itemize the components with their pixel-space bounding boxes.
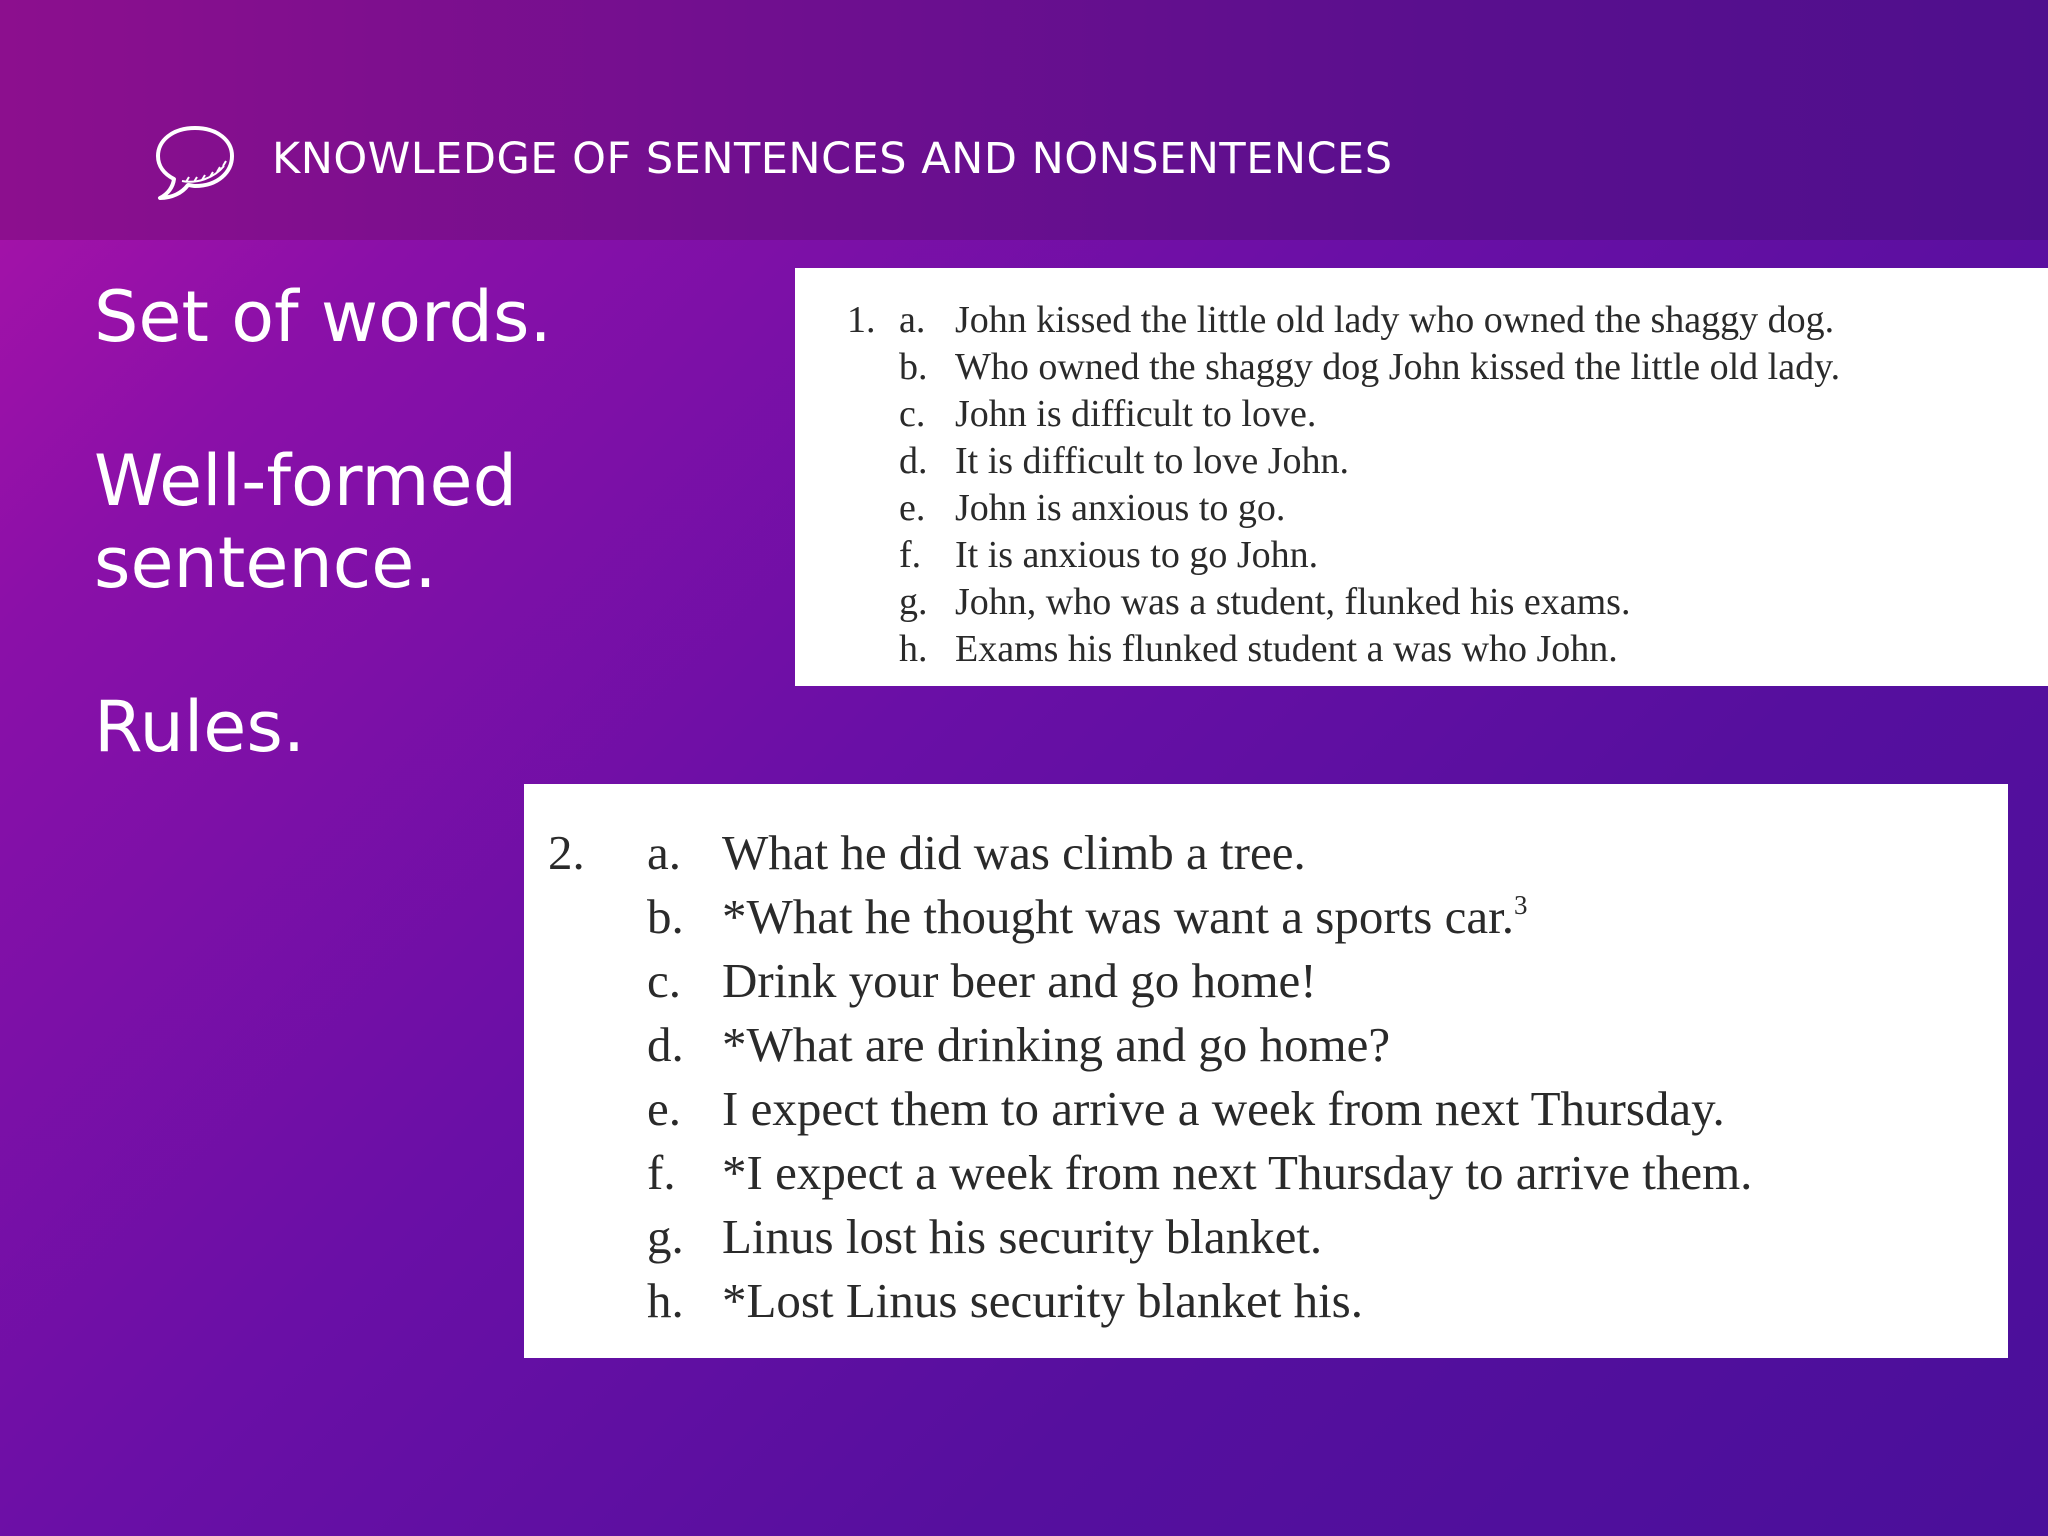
example-1-image [795,268,2048,686]
item-letter: b. [647,889,684,944]
item-text: John is anxious to go. [955,487,1286,529]
footnote-marker: 3 [1513,890,1528,921]
item-text: I expect them to arrive a week from next Thursday. [722,1081,1725,1136]
example-2-number: 2. [548,825,585,880]
slide-header [0,0,2048,240]
item-letter: d. [647,1017,684,1072]
item-text: *I expect a week from next Thursday to arrive them. [722,1145,1753,1200]
item-text-main: *What he thought was want a sports car. [722,889,1514,944]
example-1-number: 1. [847,299,876,341]
item-letter: g. [647,1209,684,1264]
item-letter: h. [647,1273,684,1328]
example-2-image [524,784,2008,1358]
item-text: It is difficult to love John. [955,440,1350,482]
item-letter: f. [647,1145,676,1200]
item-letter: f. [899,534,922,576]
item-letter: c. [899,393,926,435]
point-well-formed-sentence [94,440,517,604]
item-text: John kissed the little old lady who owned the shaggy dog. [955,299,1835,341]
item-text: John is difficult to love. [955,393,1317,435]
item-text: Exams his flunked student a was who John. [955,628,1618,670]
speech-bubble-icon [152,122,238,204]
item-text [722,888,1527,945]
item-letter: a. [647,825,681,880]
item-text: What he did was climb a tree. [722,825,1306,880]
item-letter: d. [899,440,928,482]
item-letter: a. [899,299,926,341]
item-text: *What are drinking and go home? [722,1017,1391,1072]
item-text: Linus lost his security blanket. [722,1209,1323,1264]
item-text: Drink your beer and go home! [722,953,1317,1008]
item-text: *Lost Linus security blanket his. [722,1273,1363,1328]
point-well-formed-line2: sentence. [94,522,437,604]
item-letter: c. [647,953,681,1008]
item-letter: e. [647,1081,681,1136]
slide-title: KNOWLEDGE OF SENTENCES AND NONSENTENCES [272,134,1393,184]
item-letter: e. [899,487,926,529]
point-well-formed-line1: Well-formed [94,440,518,522]
item-letter: b. [899,346,928,388]
point-set-of-words: Set of words. [94,276,552,358]
item-letter: g. [899,581,928,623]
item-text: John, who was a student, flunked his exams. [955,581,1631,623]
item-letter: h. [899,628,928,670]
point-rules: Rules. [94,686,306,768]
item-text: Who owned the shaggy dog John kissed the little old lady. [955,346,1841,388]
item-text: It is anxious to go John. [955,534,1319,576]
